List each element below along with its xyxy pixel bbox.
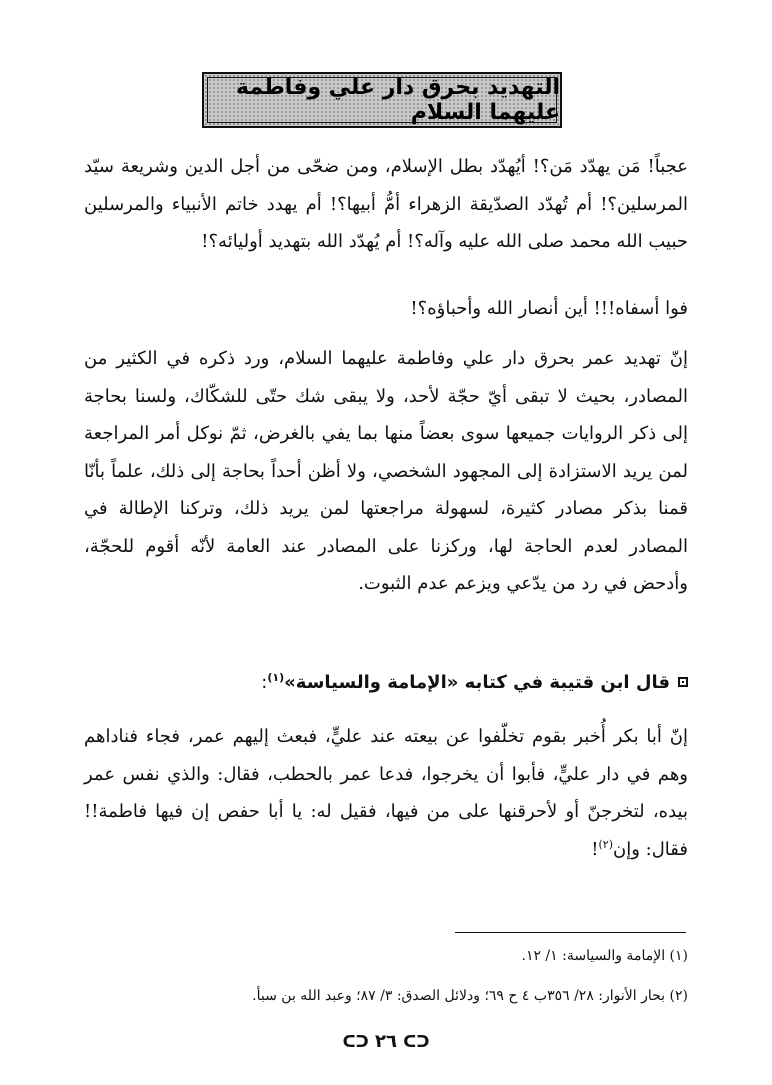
page-number <box>0 1031 772 1052</box>
page-number-value: ٢٦ <box>375 1031 397 1052</box>
chapter-title: التهديد بحرق دار علي وفاطمة عليهما السلام <box>235 75 560 125</box>
quote-paragraph <box>84 718 688 868</box>
heading-text: قال ابن قتيبة في كتابه «الإمامة والسياسة»$^{(١)}$: <box>261 670 670 693</box>
footnote-ref-1[interactable]: (١) <box>267 670 285 684</box>
square-bullet-icon <box>678 677 688 687</box>
footnote-divider <box>455 932 686 933</box>
paragraph-2: فوا أسفاه!!! أين أنصار الله وأحباؤه؟! <box>410 298 688 319</box>
left-ornament: ᑕᑐ <box>342 1032 369 1051</box>
section-heading <box>84 662 688 702</box>
footnote-ref-2[interactable]: (٢) <box>598 837 614 851</box>
right-ornament: ᑕᑐ <box>403 1032 430 1051</box>
heading-colon: : <box>261 671 268 693</box>
paragraph-3: إنّ تهديد عمر بحرق دار علي وفاطمة عليهما السلام، ورد ذكره في الكثير من المصادر، بحيث لا تبقى أيّ حجّة لأحد، ولا يبقى شك حتّى للشكّاك، ولسنا بحاجة إلى ذكر الروايات جميعها سوى بعضاً منها بما يفي بالغرض، ثمّ نوكل أمر المراجعة لمن يريد الاستزادة إلى المجهود الشخصي، ولا أظن أحداً بحاجة إلى ذلك، علماً بأنّا قمنا بذكر مصادر كثيرة، لسهولة مراجعتها لمن يريد ذلك، وتركنا الإطالة في المصادر لعدم الحاجة لها، وركزنا على المصادر عند العامة لأنّه أقوم للحجّة، وأدحض في رد من يدّعي ويزعم عدم الثبوت. <box>84 348 688 594</box>
quote-text: إنّ أبا بكر أُخبر بقوم تخلّفوا عن بيعته عند عليٍّ، فبعث إليهم عمر، فجاء فناداهم وهم في دار عليٍّ، فأبوا أن يخرجوا، فدعا عمر بالحطب، فقال: والذي نفس عمر بيده، لتخرجنّ أو لأحرقنها على من فيها، فقيل له: يا أبا حفص إن فيها فاطمة!! فقال: وإن <box>84 726 688 860</box>
chapter-title-box <box>202 72 562 128</box>
footnote-2: (٢) بحار الأنوار: ٢٨/ ٣٥٦ب ٤ ح ٦٩؛ ودلائل الصدق: ٣/ ٨٧؛ وعبد الله بن سبأ. <box>252 988 688 1004</box>
paragraph-1: عجباً! مَن يهدّد مَن؟! أيُهدّد بطل الإسلام، ومن ضحّى من أجل الدين وشريعة سيّد المرسلين؟! أم تُهدّد الصدّيقة الزهراء أمُّ أبيها؟! أم يهدد خاتم الأنبياء والمرسلين حبيب الله محمد صلى الله عليه وآله؟! أم يُهدّد الله بتهديد أوليائه؟! <box>84 156 688 252</box>
quote-end: ! <box>591 838 599 860</box>
footnote-1: (١) الإمامة والسياسة: ١/ ١٢. <box>521 948 688 964</box>
